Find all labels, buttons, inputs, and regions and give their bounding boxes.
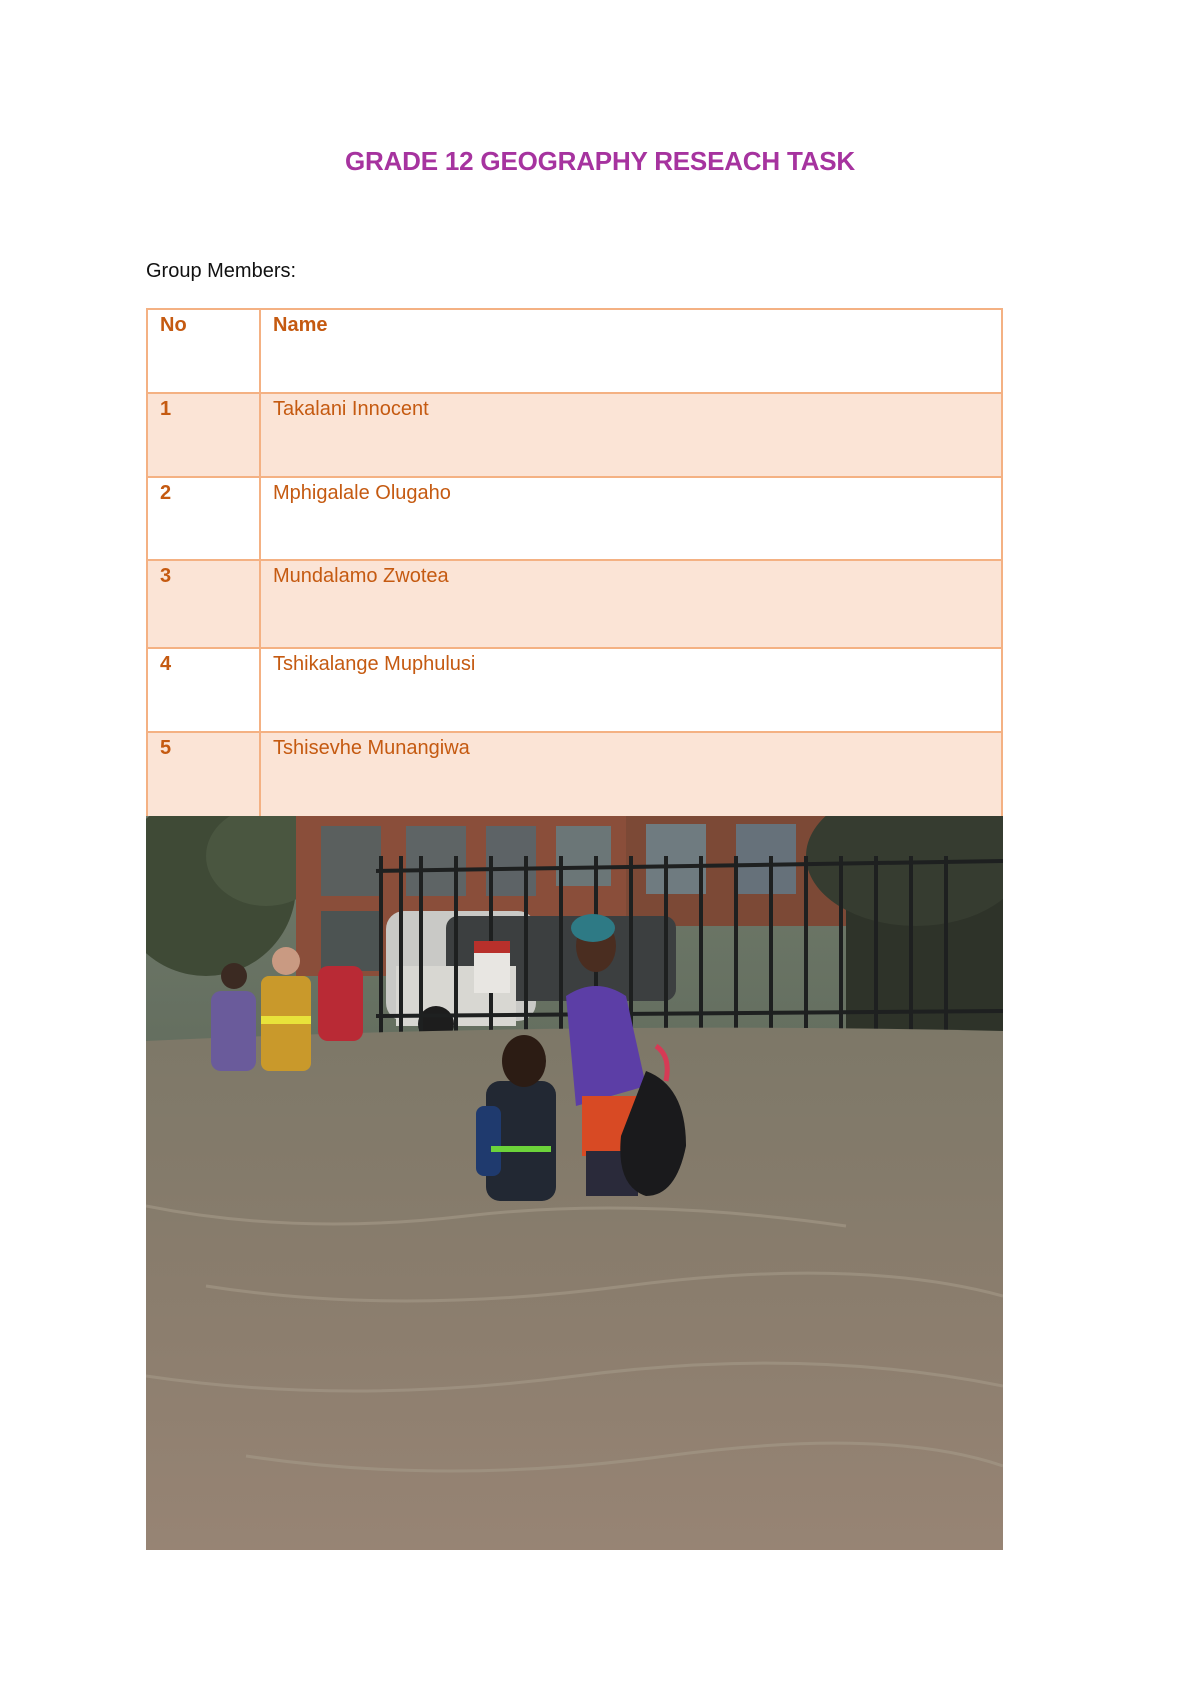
member-name: Takalani Innocent	[260, 393, 1002, 477]
flood-photo	[146, 816, 1003, 1550]
group-members-table	[146, 308, 1003, 818]
row-number: 1	[147, 393, 260, 477]
table-header-row	[147, 309, 1002, 393]
table-row	[147, 560, 1002, 648]
group-members-label: Group Members:	[146, 260, 297, 282]
table-row	[147, 393, 1002, 477]
row-number: 2	[147, 477, 260, 560]
member-name: Mphigalale Olugaho	[260, 477, 1002, 560]
table-row	[147, 477, 1002, 560]
header-no: No	[147, 309, 260, 393]
member-name: Tshikalange Muphulusi	[260, 648, 1002, 732]
member-name: Tshisevhe Munangiwa	[260, 732, 1002, 817]
row-number: 5	[147, 732, 260, 817]
table-row	[147, 732, 1002, 817]
member-name: Mundalamo Zwotea	[260, 560, 1002, 648]
page-title: GRADE 12 GEOGRAPHY RESEACH TASK	[344, 146, 856, 176]
table-row	[147, 648, 1002, 732]
row-number: 3	[147, 560, 260, 648]
header-name: Name	[260, 309, 1002, 393]
row-number: 4	[147, 648, 260, 732]
